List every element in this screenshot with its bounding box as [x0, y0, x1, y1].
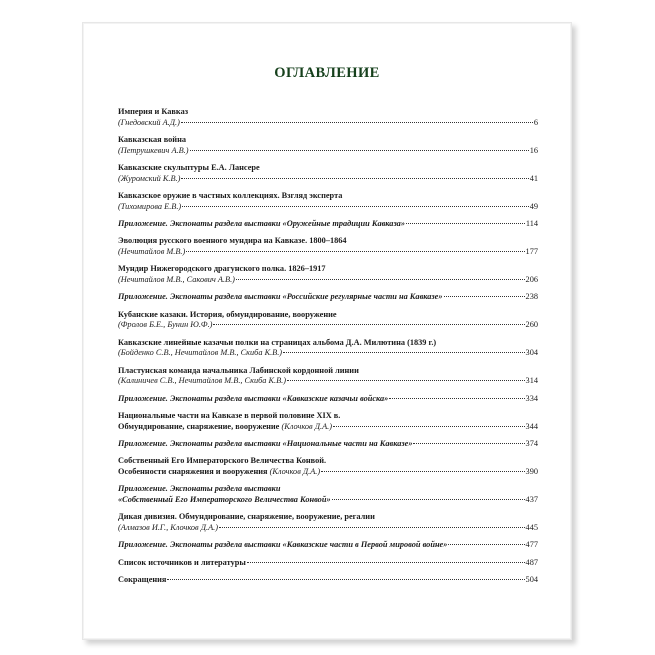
entry-page: 344 — [525, 421, 538, 431]
dot-leader — [283, 351, 524, 353]
toc-entry — [118, 366, 538, 387]
toc-entry — [118, 411, 538, 432]
toc-entry — [118, 558, 538, 569]
entry-page: 374 — [525, 439, 538, 449]
entry-author: (Тихомирова Е.В.) — [118, 201, 182, 211]
appendix-title-line2: «Собственный Его Императорского Величества Конвой» — [118, 494, 331, 504]
dot-leader — [190, 149, 529, 151]
entry-page: 437 — [525, 494, 538, 504]
entry-author: (Калиничев С.В., Нечитайлов М.В., Скиба К.В.) — [118, 376, 286, 386]
entry-title: Национальные части на Кавказе в первой половине XIX в. — [118, 411, 341, 421]
entry-page: 206 — [525, 274, 538, 284]
appendix-title: Приложение. Экспонаты раздела выставки «Национальные части на Кавказе» — [118, 439, 413, 449]
toc-entry — [118, 107, 538, 128]
entry-page: 334 — [525, 393, 538, 403]
toc-entry — [118, 575, 538, 586]
entry-page: 177 — [525, 246, 538, 256]
page-title: ОГЛАВЛЕНИЕ — [274, 65, 380, 81]
dot-leader — [333, 425, 525, 427]
dot-leader — [182, 205, 529, 207]
toc-appendix-entry — [118, 219, 538, 230]
entry-author: (Алмазов И.Г., Клочков Д.А.) — [118, 522, 218, 532]
entry-title: Пластунская команда начальника Лабинской кордонной линии — [118, 365, 359, 375]
dot-leader — [444, 295, 525, 297]
entry-page: 260 — [525, 320, 538, 330]
toc-entry — [118, 264, 538, 285]
entry-page: 41 — [529, 173, 538, 183]
entry-page: 477 — [525, 540, 538, 550]
appendix-title: Приложение. Экспонаты раздела выставки — [118, 484, 281, 494]
entry-author: (Клочков Д.А.) — [281, 421, 332, 431]
appendix-title: Приложение. Экспонаты раздела выставки «Оружейные традиции Кавказа» — [118, 218, 405, 228]
entry-page: 6 — [533, 117, 538, 127]
dot-leader — [406, 222, 525, 224]
entry-title: Мундир Нижегородского драгунского полка. 1826–1917 — [118, 264, 326, 274]
toc-entry — [118, 338, 538, 359]
entry-title: Сокращения — [118, 575, 167, 585]
entry-page: 16 — [529, 145, 538, 155]
entry-title: Список источников и литературы — [118, 557, 246, 567]
dot-leader — [287, 379, 525, 381]
entry-page: 49 — [529, 201, 538, 211]
dot-leader — [332, 498, 525, 500]
entry-page: 390 — [525, 467, 538, 476]
toc-entry — [118, 163, 538, 184]
entry-author: (Клочков Д.А.) — [269, 467, 321, 476]
dot-leader — [321, 470, 524, 472]
entry-title: Кубанские казаки. История, обмундирование, вооружение — [118, 309, 337, 319]
toc-entry — [118, 236, 538, 257]
appendix-title: Приложение. Экспонаты раздела выставки «Кавказские части в Первой мировой войне» — [118, 540, 448, 550]
appendix-title: Приложение. Экспонаты раздела выставки «Кавказские казачьи войска» — [118, 393, 389, 403]
book-page — [82, 22, 572, 640]
entry-page: 114 — [525, 218, 538, 228]
entry-author: (Нечитайлов М.В.) — [118, 246, 186, 256]
dot-leader — [236, 278, 525, 280]
entry-title: Кавказская война — [118, 134, 187, 144]
dot-leader — [167, 578, 524, 580]
toc-appendix-entry — [118, 484, 538, 505]
entry-page: 445 — [525, 522, 538, 532]
entry-title: Кавказские линейные казачьи полки на страницах альбома Д.А. Милютина (1839 г.) — [118, 337, 437, 347]
toc-appendix-entry — [118, 439, 538, 450]
appendix-title: Приложение. Экспонаты раздела выставки «Российские регулярные части на Кавказе» — [118, 292, 443, 302]
dot-leader — [219, 526, 525, 528]
entry-page: 487 — [525, 557, 538, 567]
toc-entry — [118, 191, 538, 212]
entry-author: (Фролов Б.Е., Бунин Ю.Ф.) — [118, 320, 213, 330]
dot-leader — [413, 442, 524, 444]
entry-page: 238 — [525, 292, 538, 302]
entry-title-line2: Обмундирование, снаряжение, вооружение — [118, 421, 280, 431]
toc-appendix-entry — [118, 540, 538, 551]
toc-entry — [118, 310, 538, 331]
entry-author: (Гнедовский А.Д.) — [118, 117, 180, 127]
toc-appendix-entry — [118, 292, 538, 303]
table-of-contents — [118, 107, 538, 593]
entry-title: Дикая дивизия. Обмундирование, снаряжение, вооружение, регалии — [118, 512, 375, 522]
toc-entry — [118, 456, 538, 477]
entry-page: 314 — [525, 376, 538, 386]
dot-leader — [247, 561, 525, 563]
entry-title: Кавказские скульптуры Е.А. Лансере — [118, 162, 260, 172]
dot-leader — [181, 177, 528, 179]
entry-title: Собственный Его Императорского Величества Конвой. — [118, 456, 327, 466]
toc-appendix-entry — [118, 394, 538, 405]
toc-entry — [118, 512, 538, 533]
entry-author: (Нечитайлов М.В., Сакович А.В.) — [118, 274, 235, 284]
dot-leader — [213, 323, 524, 325]
entry-title: Империя и Кавказ — [118, 107, 189, 116]
entry-author: (Петрушкевич А.В.) — [118, 145, 189, 155]
entry-title-line2: Особенности снаряжения и вооружения — [118, 467, 268, 476]
entry-author: (Журомский К.В.) — [118, 173, 181, 183]
dot-leader — [389, 397, 524, 399]
toc-entry — [118, 135, 538, 156]
entry-title: Эволюция русского военного мундира на Кавказе. 1800–1864 — [118, 236, 347, 246]
dot-leader — [448, 543, 524, 545]
entry-page: 304 — [525, 348, 538, 358]
entry-title: Кавказское оружие в частных коллекциях. Взгляд эксперта — [118, 190, 343, 200]
entry-page: 504 — [525, 575, 538, 585]
dot-leader — [186, 250, 524, 252]
dot-leader — [181, 121, 533, 123]
entry-author: (Бойденко С.В., Нечитайлов М.В., Скиба К.В.) — [118, 348, 283, 358]
